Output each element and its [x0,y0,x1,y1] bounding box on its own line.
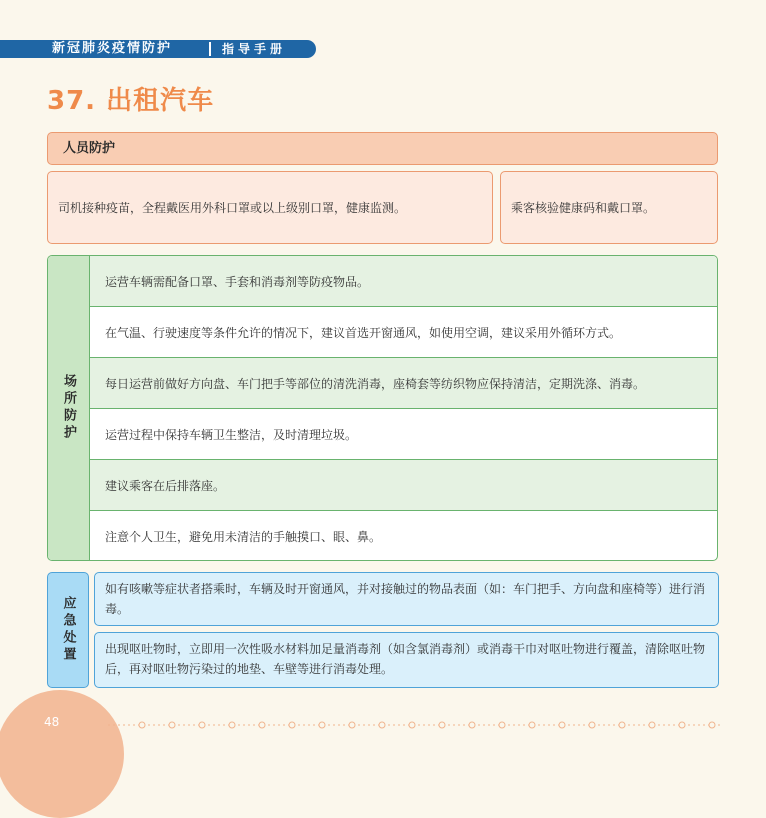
venue-row: 每日运营前做好方向盘、车门把手等部位的清洗消毒，座椅套等纺织物应保持清洁，定期洗涤、消毒。 [90,358,717,409]
venue-row: 在气温、行驶速度等条件允许的情况下，建议首选开窗通风，如使用空调，建议采用外循环方式。 [90,307,717,358]
personnel-item-passenger: 乘客核验健康码和戴口罩。 [500,171,718,244]
dot-circle [199,722,205,728]
dot-circle [169,722,175,728]
page-number: 48 [44,715,60,729]
venue-label-column [48,256,90,560]
dot-circle [319,722,325,728]
emergency-item-vomit: 出现呕吐物时，立即用一次性吸水材料加足量消毒剂（如含氯消毒剂）或消毒干巾对呕吐物进行覆盖，清除呕吐物后，再对呕吐物污染过的地垫、车壁等进行消毒处理。 [94,632,719,688]
page-number-circle [0,690,124,818]
dot-circle [379,722,385,728]
book-subtitle: 指导手册 [222,42,287,56]
dot-circle [589,722,595,728]
header-bar [0,40,316,58]
dot-circle [709,722,715,728]
dot-circle [259,722,265,728]
dot-circle [229,722,235,728]
venue-row: 运营车辆需配备口罩、手套和消毒剂等防疫物品。 [90,256,717,307]
dot-circle [559,722,565,728]
header-separator [209,42,211,56]
venue-row: 运营过程中保持车辆卫生整洁，及时清理垃圾。 [90,409,717,460]
dot-circle [289,722,295,728]
venue-row: 建议乘客在后排落座。 [90,460,717,511]
dot-circle [349,722,355,728]
dot-circle [649,722,655,728]
dot-circle [139,722,145,728]
dot-circle [499,722,505,728]
personnel-heading: 人员防护 [63,141,116,156]
dot-circle [679,722,685,728]
emergency-label-box [47,572,89,688]
dot-circle [409,722,415,728]
page-title: 37. 出租汽车 [47,86,215,116]
personnel-item-driver: 司机接种疫苗，全程戴医用外科口罩或以上级别口罩，健康监测。 [47,171,493,244]
book-title: 新冠肺炎疫情防护 [52,41,173,56]
dot-circle [439,722,445,728]
personnel-heading-box [47,132,718,165]
dot-circle [469,722,475,728]
emergency-label: 应急处置 [60,596,76,664]
decorative-dotted-line [108,720,720,730]
dot-circle [619,722,625,728]
venue-section [47,255,718,561]
venue-label: 场所防护 [61,374,76,442]
emergency-item-cough: 如有咳嗽等症状者搭乘时，车辆及时开窗通风，并对接触过的物品表面（如：车门把手、方向盘和座椅等）进行消毒。 [94,572,719,626]
dot-circle [529,722,535,728]
venue-row: 注意个人卫生，避免用未清洁的手触摸口、眼、鼻。 [105,530,382,544]
venue-rows [90,256,717,560]
